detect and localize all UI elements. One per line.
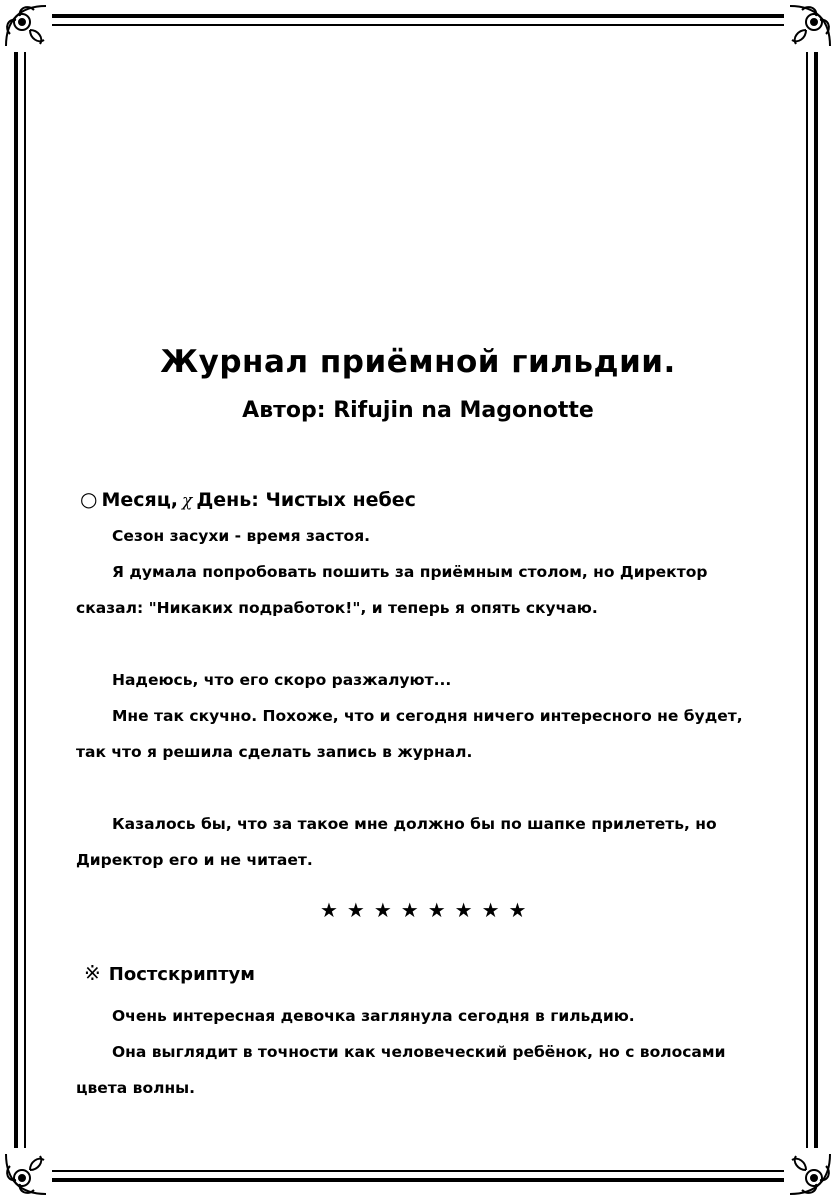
entry-month: Месяц, [101, 489, 179, 511]
corner-ornament-bottom-right [784, 1148, 836, 1200]
postscript-title: Постскриптум [108, 964, 255, 985]
paragraph: Надеюсь, что его скоро разжалуют... [112, 671, 452, 689]
star-separator: ★★★★★★★★ [320, 898, 536, 922]
paragraph: Очень интересная девочка заглянула сегодня в гильдию. [112, 1007, 635, 1025]
corner-ornament-top-right [784, 0, 836, 52]
entry-day: День: Чистых небес [196, 489, 416, 511]
paragraph: Мне так скучно. Похоже, что и сегодня ничего интересного не будет, так что я решила сделать запись в журнал. [76, 707, 743, 761]
paragraph: Она выглядит в точности как человеческий ребёнок, но с волосами цвета волны. [76, 1043, 726, 1097]
corner-ornament-top-left [0, 0, 52, 52]
postscript-heading [84, 961, 255, 985]
paragraph: Я думала попробовать пошить за приёмным столом, но Директор сказал: "Никаких подработок!", и теперь я опять скучаю. [76, 563, 708, 617]
page-title: Журнал приёмной гильдии. [160, 344, 676, 380]
corner-ornament-bottom-left [0, 1148, 52, 1200]
paragraph: Казалось бы, что за такое мне должно бы по шапке прилететь, но Директор его и не читает. [76, 815, 717, 869]
paragraph: Сезон засухи - время застоя. [112, 527, 371, 545]
author-line: Автор: Rifujin na Magonotte [242, 398, 594, 423]
day-symbol: χ [182, 491, 193, 511]
circle-marker-icon: ○ [80, 487, 98, 511]
reference-mark-icon: ※ [84, 961, 101, 985]
entry-date-heading [80, 487, 416, 511]
